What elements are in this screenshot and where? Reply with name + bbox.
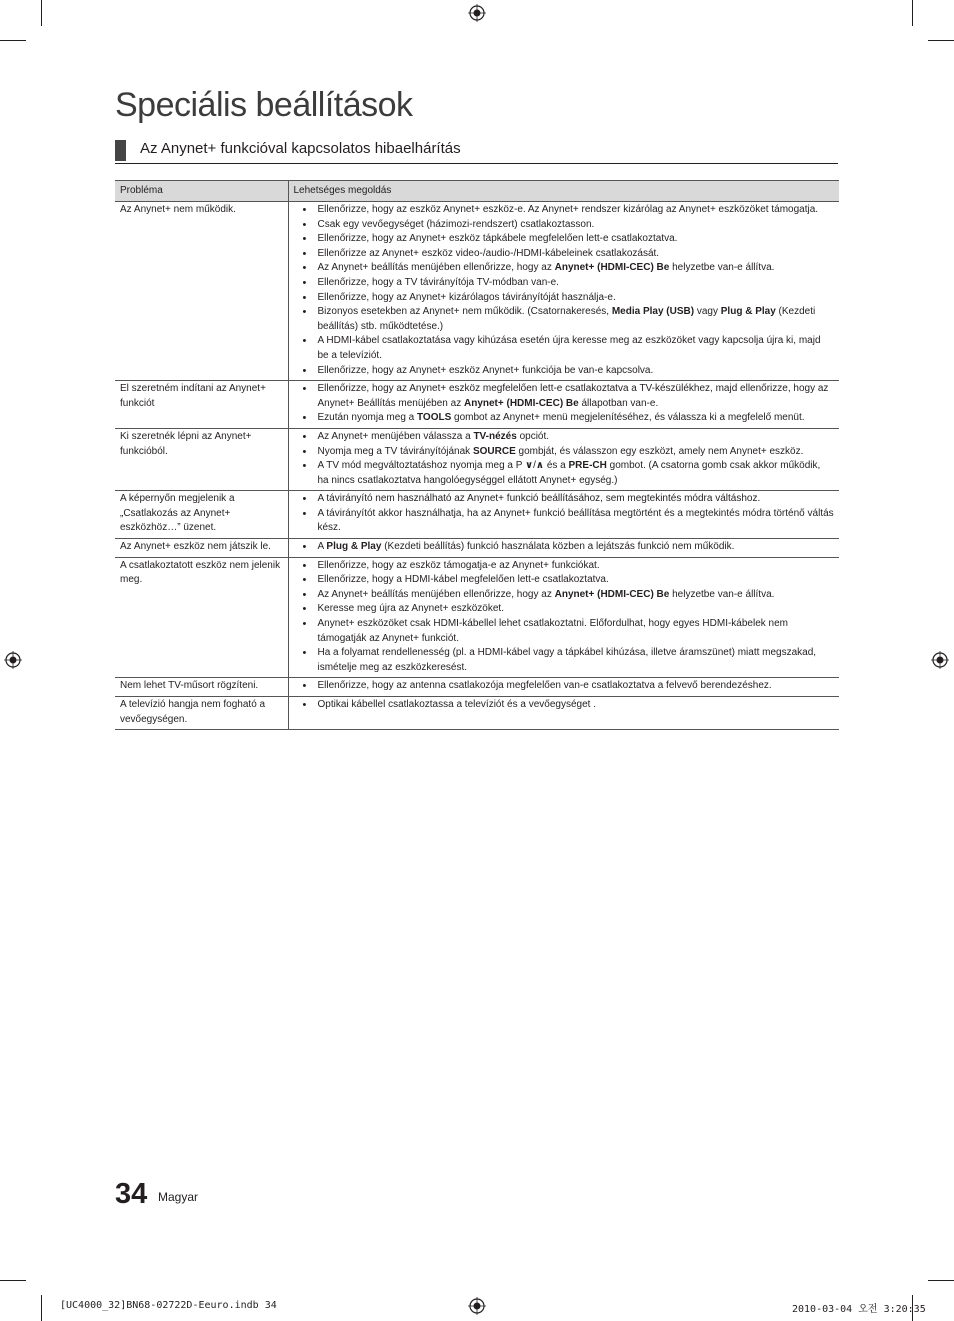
emphasized-text: ∨ [525, 460, 534, 472]
list-item [294, 291, 835, 306]
solution-cell [288, 428, 839, 490]
solution-text: Ellenőrizze, hogy a TV távirányítója TV-módban van-e. [317, 276, 559, 288]
solution-text: A távirányító nem használható az Anynet+ funkció beállításához, sem megtekintés módra váltáshoz. [317, 493, 761, 505]
list-item [294, 507, 835, 536]
solution-cell [288, 381, 839, 429]
emphasized-text: ∧ [535, 460, 545, 472]
solution-text: A [317, 541, 327, 553]
list-item [294, 276, 835, 291]
solution-list [294, 559, 835, 676]
solution-text: Ellenőrizze, hogy az Anynet+ eszköz Anynet+ funkciója be van-e kapcsolva. [317, 364, 654, 376]
list-item [294, 305, 835, 334]
registration-mark-icon [468, 4, 486, 22]
registration-mark-icon [4, 651, 22, 669]
problem-cell: Az Anynet+ eszköz nem játszik le. [115, 539, 288, 558]
list-item [294, 382, 835, 411]
solution-text: gombot. (A csatorna gomb csak akkor működik, ha nincs csatlakoztatva hangolóegységgel ellátott Anynet+ egység.) [317, 460, 821, 486]
page-language: Magyar [158, 1190, 199, 1204]
list-item [294, 459, 835, 488]
list-item [294, 218, 835, 233]
list-item [294, 646, 835, 675]
solution-text: Ellenőrizze az Anynet+ eszköz video-/audio-/HDMI-kábeleinek csatlakozását. [317, 247, 660, 259]
table-row [115, 697, 839, 730]
emphasized-text: Plug & Play [720, 306, 776, 318]
emphasized-text: PRE-CH [568, 460, 607, 472]
crop-mark [912, 0, 913, 26]
solution-text: Ellenőrizze, hogy az Anynet+ eszköz megfelelően lett-e csatlakoztatva a TV-készülékhez, majd ellenőrizze, hogy az Anynet+ Beállítás menüjében az [317, 383, 829, 409]
table-row [115, 557, 839, 678]
crop-mark [928, 1280, 954, 1281]
table-row [115, 428, 839, 490]
crop-mark [928, 40, 954, 41]
solution-list [294, 540, 835, 555]
solution-text: Nyomja meg a TV távirányítójának [317, 445, 473, 457]
solution-list [294, 698, 835, 713]
emphasized-text: TV-nézés [473, 430, 517, 442]
emphasized-text: Anynet+ (HDMI-CEC) Be [554, 588, 670, 600]
list-item [294, 232, 835, 247]
problem-cell: A televízió hangja nem fogható a vevőegységen. [115, 697, 288, 730]
list-item [294, 247, 835, 262]
solution-text: és a [544, 460, 569, 472]
section-divider [115, 163, 838, 164]
solution-text: Anynet+ eszközöket csak HDMI-kábellel lehet csatlakoztatni. Előfordulhat, hogy egyes HDMI-kábelek nem támogatják az Anynet+ funkciót. [317, 618, 789, 644]
troubleshooting-table [115, 180, 839, 730]
solution-list [294, 203, 835, 378]
crop-mark [0, 40, 26, 41]
solution-text: A TV mód megváltoztatáshoz nyomja meg a P [317, 460, 526, 472]
emphasized-text: SOURCE [472, 445, 516, 457]
section-title: Az Anynet+ funkcióval kapcsolatos hibaelhárítás [140, 140, 461, 157]
list-item [294, 430, 835, 445]
list-item [294, 364, 835, 379]
solution-text: Ellenőrizze, hogy az Anynet+ kizárólagos távirányítóját használja-e. [317, 291, 616, 303]
solution-text: Az Anynet+ beállítás menüjében ellenőrizze, hogy az [317, 588, 555, 600]
crop-mark [41, 1295, 42, 1321]
solution-text: Csak egy vevőegységet (házimozi-rendszert) csatlakoztasson. [317, 218, 595, 230]
list-item [294, 698, 835, 713]
column-header-problem: Probléma [115, 181, 288, 202]
solution-text: Optikai kábellel csatlakoztassa a televíziót és a vevőegységet . [317, 699, 596, 710]
emphasized-text: Anynet+ (HDMI-CEC) Be [463, 397, 579, 409]
problem-cell: A csatlakoztatott eszköz nem jelenik meg. [115, 557, 288, 678]
solution-text: Ezután nyomja meg a [317, 412, 417, 424]
solution-list [294, 492, 835, 536]
solution-list [294, 430, 835, 488]
solution-cell [288, 202, 839, 381]
solution-text: / [533, 460, 536, 472]
solution-cell [288, 697, 839, 730]
page-number: 34 [115, 1178, 148, 1210]
page-title: Speciális beállítások [115, 86, 413, 124]
solution-cell [288, 678, 839, 697]
solution-list [294, 382, 835, 426]
table-row [115, 202, 839, 381]
solution-text: Bizonyos esetekben az Anynet+ nem működik. (Csatornakeresés, [317, 306, 612, 318]
list-item [294, 540, 835, 555]
problem-cell: Ki szeretnék lépni az Anynet+ funkcióból. [115, 428, 288, 490]
solution-text: vagy [694, 306, 721, 318]
problem-cell: Az Anynet+ nem működik. [115, 202, 288, 381]
list-item [294, 261, 835, 276]
list-item [294, 573, 835, 588]
problem-cell: Nem lehet TV-műsort rögzíteni. [115, 678, 288, 697]
solution-text: állapotban van-e. [578, 397, 659, 409]
list-item [294, 445, 835, 460]
solution-text: Ellenőrizze, hogy az eszköz támogatja-e az Anynet+ funkciókat. [317, 559, 600, 571]
crop-mark [41, 0, 42, 26]
problem-cell: El szeretném indítani az Anynet+ funkciót [115, 381, 288, 429]
solution-text: gombot az Anynet+ menü megjelenítéséhez, és válassza ki a megfelelő menüt. [451, 412, 805, 424]
solution-text: (Kezdeti beállítás) stb. működtetése.) [317, 306, 816, 332]
solution-text: Ellenőrizze, hogy az eszköz Anynet+ eszköz-e. Az Anynet+ rendszer kizárólag az Anynet+ eszközöket támogatja. [317, 204, 819, 215]
solution-cell [288, 539, 839, 558]
list-item [294, 602, 835, 617]
solution-text: Ellenőrizze, hogy az antenna csatlakozója megfelelően van-e csatlakoztatva a felvevő berendezéshez. [317, 680, 772, 692]
solution-text: Ellenőrizze, hogy a HDMI-kábel megfelelően lett-e csatlakoztatva. [317, 574, 609, 586]
solution-text: Az Anynet+ beállítás menüjében ellenőrizze, hogy az [317, 262, 555, 274]
solution-text: Ellenőrizze, hogy az Anynet+ eszköz tápkábele megfelelően lett-e csatlakoztatva. [317, 233, 678, 245]
solution-text: (Kezdeti beállítás) funkció használata közben a lejátszás funkció nem működik. [381, 541, 735, 553]
solution-text: opciót. [516, 430, 550, 442]
solution-text: gombját, és válasszon egy eszközt, amely nem Anynet+ eszköz. [515, 445, 804, 457]
emphasized-text: Media Play (USB) [611, 306, 695, 318]
solution-text: A HDMI-kábel csatlakoztatása vagy kihúzása esetén újra keresse meg az eszközöket vagy kapcsolja újra ki, majd be a televíziót. [317, 335, 821, 361]
solution-text: A távirányítót akkor használhatja, ha az Anynet+ funkció beállítása megtörtént és a megtekintés módra történő váltás kész. [317, 507, 834, 534]
list-item [294, 559, 835, 574]
emphasized-text: Anynet+ (HDMI-CEC) Be [554, 262, 670, 274]
crop-mark [0, 1280, 26, 1281]
solution-text: Az Anynet+ menüjében válassza a [317, 430, 474, 442]
print-slug-timestamp: 2010-03-04 오전 3:20:35 [792, 1304, 926, 1315]
table-row [115, 539, 839, 558]
table-header-row [115, 181, 839, 202]
problem-cell: A képernyőn megjelenik a „Csatlakozás az Anynet+ eszközhöz…” üzenet. [115, 491, 288, 539]
emphasized-text: TOOLS [417, 412, 452, 424]
table-row [115, 381, 839, 429]
solution-cell [288, 557, 839, 678]
solution-text: Ha a folyamat rendellenesség (pl. a HDMI-kábel vagy a tápkábel kihúzása, illetve áramszünet) miatt megszakad, ismételje meg az eszközkeresést. [317, 647, 817, 673]
list-item [294, 588, 835, 603]
registration-mark-icon [931, 651, 949, 669]
registration-mark-icon [468, 1297, 486, 1315]
list-item [294, 203, 835, 218]
list-item [294, 411, 835, 426]
solution-text: helyzetbe van-e állítva. [669, 588, 775, 600]
solution-cell [288, 491, 839, 539]
list-item [294, 334, 835, 363]
list-item [294, 679, 835, 694]
table-row [115, 491, 839, 539]
solution-text: helyzetbe van-e állítva. [669, 262, 775, 274]
list-item [294, 492, 835, 507]
column-header-solution: Lehetséges megoldás [288, 181, 839, 202]
print-slug-file: [UC4000_32]BN68-02722D-Eeuro.indb 34 [60, 1300, 277, 1311]
table-row [115, 678, 839, 697]
list-item [294, 617, 835, 646]
section-marker [115, 140, 126, 161]
solution-text: Keresse meg újra az Anynet+ eszközöket. [317, 603, 504, 615]
solution-list [294, 679, 835, 694]
emphasized-text: Plug & Play [326, 541, 382, 553]
